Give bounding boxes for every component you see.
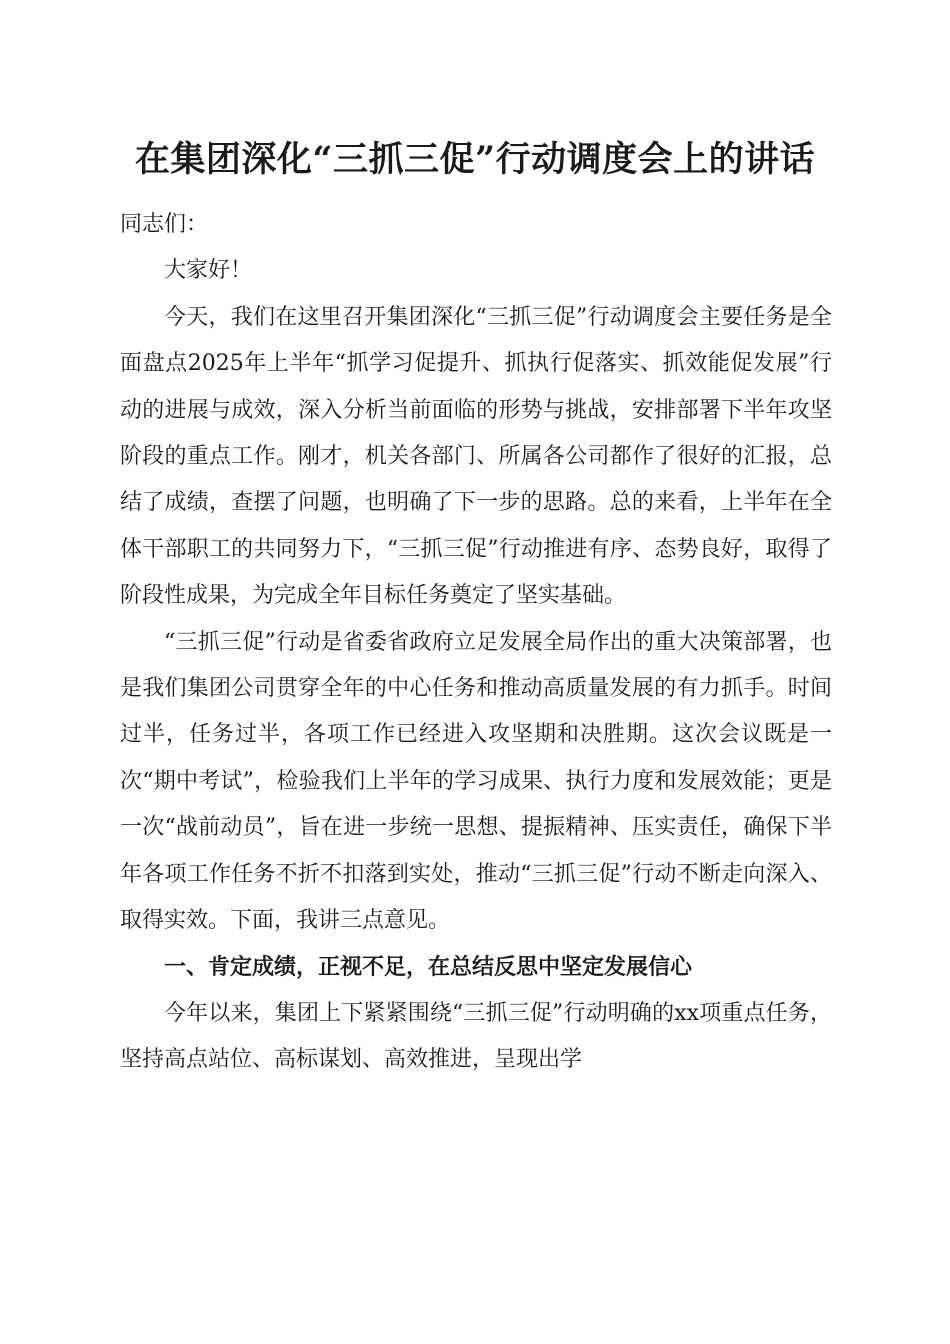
document-body — [120, 202, 832, 1084]
document-title: 在集团深化“三抓三促”行动调度会上的讲话 — [134, 139, 816, 180]
paragraph-significance: “三抓三促”行动是省委省政府立足发展全局作出的重大决策部署，也是我们集团公司贯穿全年的中心任务和推动高质量发展的有力抓手。时间过半，任务过半，各项工作已经进入攻坚期和决胜期。这次会议既是一次“期中考试”，检验我们上半年的学习成果、执行力度和发展效能；更是一次“战前动员”，旨在进一步统一思想、提振精神、压实责任，确保下半年各项工作任务不折不扣落到实处，推动“三抓三促”行动不断走向深入、取得实效。下面，我讲三点意见。 — [120, 629, 832, 934]
salutation: 同志们： — [120, 212, 209, 237]
section-heading: 一、肯定成绩，正视不足，在总结反思中坚定发展信心 — [164, 954, 693, 980]
paragraph-opening: 今天，我们在这里召开集团深化“三抓三促”行动调度会主要任务是全面盘点2025年上半年“抓学习促提升、抓执行促落实、抓效能促发展”行动的进展与成效，深入分析当前面临的形势与挑战，安排部署下半年攻坚阶段的重点工作。刚才，机关各部门、所属各公司都作了很好的汇报，总结了成绩，查摆了问题，也明确了下一步的思路。总的来看，上半年在全体干部职工的共同努力下，“三抓三促”行动推进有序、态势良好，取得了阶段性成果，为完成全年目标任务奠定了坚实基础。 — [120, 304, 832, 609]
greeting: 大家好！ — [164, 258, 253, 284]
paragraph-section-one: 今年以来，集团上下紧紧围绕“三抓三促”行动明确的xx项重点任务，坚持高点站位、高标谋划、高效推进，呈现出学 — [120, 1000, 832, 1073]
